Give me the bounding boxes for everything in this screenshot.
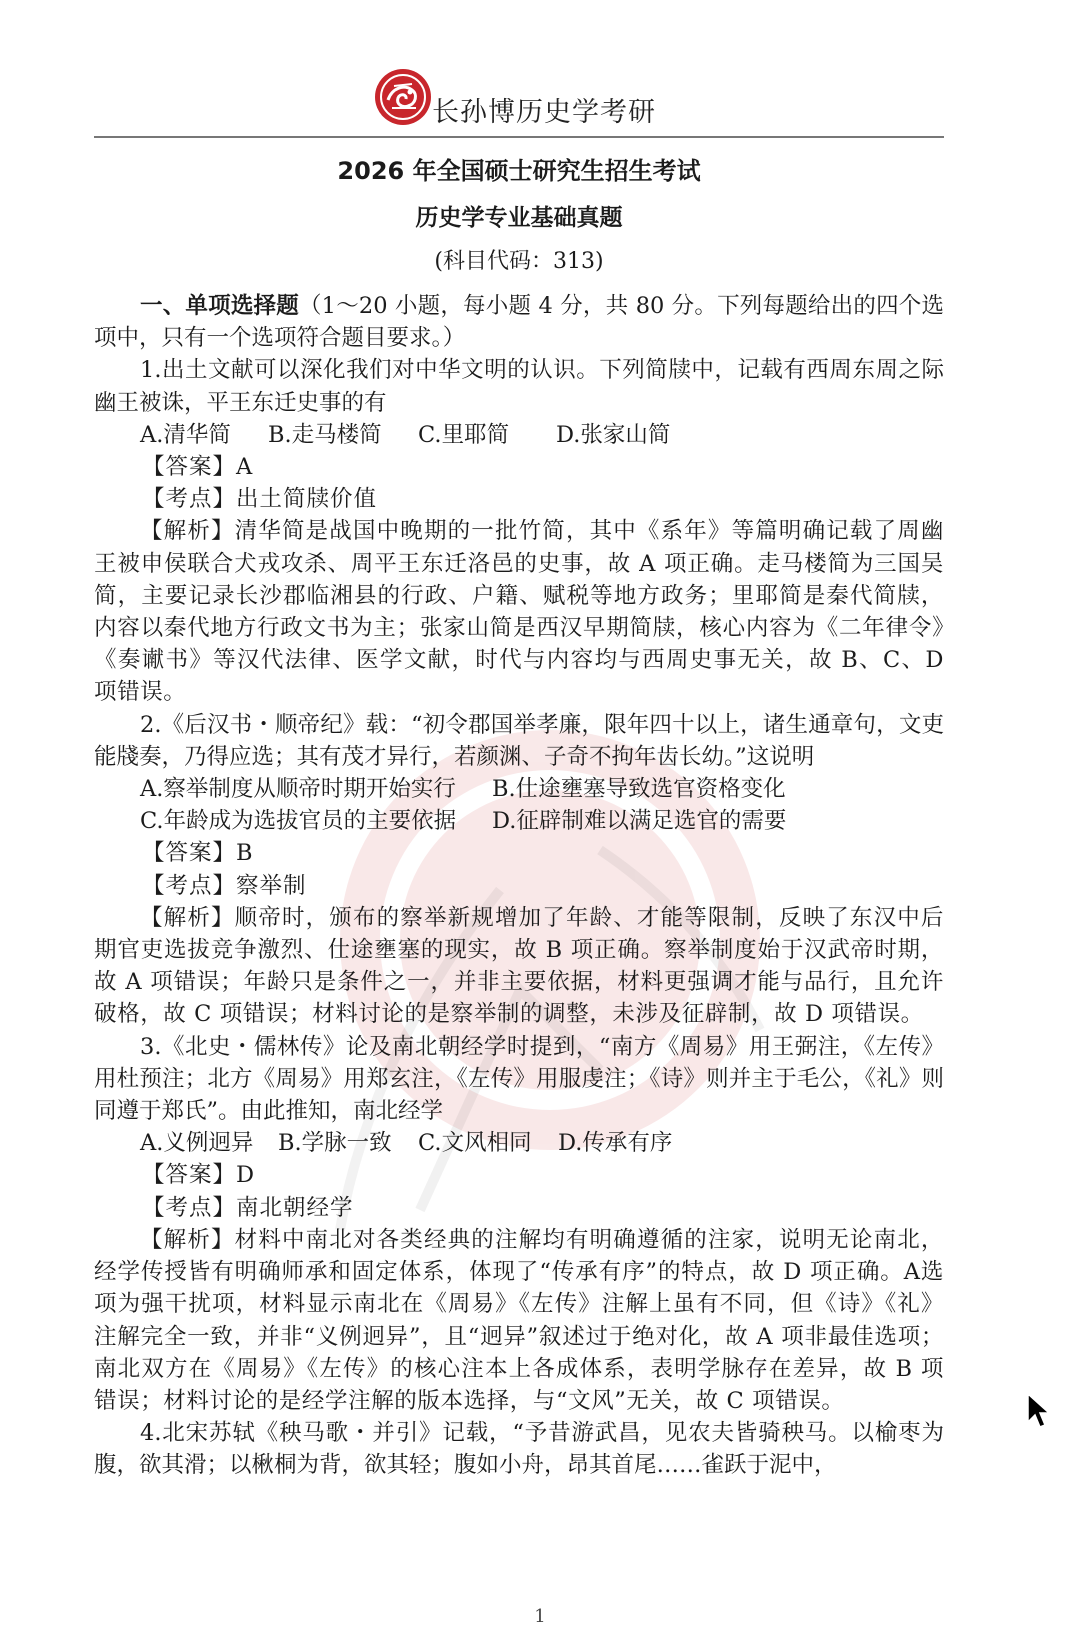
option: D.征辟制难以满足选官的需要 [492,808,787,835]
key-point: 【考点】南北朝经学 [142,1194,354,1221]
subject-code: (科目代码：313) [434,249,604,274]
question-stem: 2.《后汉书・顺帝纪》载：“初令郡国举孝廉，限年四十以上，诸生通章句，文吏能牋奏，乃得应选；其有茂才异行，若颜渊、子奇不拘年齿长幼。”这说明 [94,711,944,770]
option: D.张家山简 [556,421,671,448]
option: C.年龄成为选拔官员的主要依据 [140,808,457,835]
option: B.仕途壅塞导致选官资格变化 [492,776,786,803]
mouse-cursor-icon [1026,1392,1052,1430]
option: C.里耶简 [418,421,510,448]
exam-title: 2026 年全国硕士研究生招生考试 [337,157,701,185]
analysis: 【解析】清华简是战国中晚期的一批竹简，其中《系年》等篇明确记载了周幽王被申侯联合犬戎攻杀、周平王东迁洛邑的史事，故 A 项正确。走马楼简为三国吴简，主要记录长沙郡临湘县的行政、户籍、赋税等地方政务；里耶简是秦代简牍，内容以秦代地方行政文书为主；张家山简是西汉早期简牍，核心内容为《二年律令》《奏谳书》等汉代法律、医学文献，时代与内容均与西周史事无关，故 B、C、D 项错误。 [94,518,944,706]
analysis: 【解析】顺帝时，颁布的察举新规增加了年龄、才能等限制，反映了东汉中后期官吏选拔竞争激烈、仕途壅塞的现实，故 B 项正确。察举制度始于汉武帝时期，故 A 项错误；年龄只是条件之一，并非主要依据，材料更强调才能与品行，且允许破格，故 C 项错误；材料讨论的是察举制的调整，未涉及征辟制，故 D 项错误。 [94,904,944,1028]
section-intro [94,290,944,354]
brand-name: 长孙博历史学考研 [432,97,656,128]
option: D.传承有序 [558,1130,673,1157]
page-number: 1 [534,1606,546,1627]
question-options [94,773,944,805]
section-instruction: （1～20 小题，每小题 4 分，共 80 分。下列每题给出的四个选项中，只有一个选项符合题目要求。） [94,293,944,352]
question-options [94,1127,944,1159]
page-header [94,64,944,140]
option: C.文风相同 [418,1130,532,1157]
option: B.走马楼简 [268,421,382,448]
section-heading: 一、单项选择题 [140,293,299,319]
analysis: 【解析】材料中南北对各类经典的注解均有明确遵循的注家，说明无论南北，经学传授皆有明确师承和固定体系，体现了“传承有序”的特点，故 D 项正确。A选项为强干扰项，材料显示南北在《周易》《左传》注解上虽有不同，但《诗》《礼》注解完全一致，并非“义例迥异”，且“迥异”叙述过于绝对化，故 A 项非最佳选项；南北双方在《周易》《左传》的核心注本上各成体系，表明学脉存在差异，故 B 项错误；材料讨论的是经学注解的版本选择，与“文风”无关，故 C 项错误。 [94,1226,944,1414]
question-stem: 3.《北史・儒林传》论及南北朝经学时提到，“南方《周易》用王弼注，《左传》用杜预注；北方《周易》用郑玄注，《左传》用服虔注；《诗》则并主于毛公，《礼》则同遵于郑氏”。由此推知，南北经学 [94,1033,944,1125]
answer: 【答案】A [142,454,254,481]
key-point: 【考点】出土简牍价值 [142,486,378,513]
option: A.察举制度从顺帝时期开始实行 [140,776,456,803]
key-point: 【考点】察举制 [142,872,307,899]
option: A.义例迥异 [140,1130,254,1157]
option: A.清华简 [140,421,231,448]
brand-logo-icon [372,66,434,128]
question-stem: 1.出土文献可以深化我们对中华文明的认识。下列简牍中，记载有西周东周之际幽王被诛，平王东迁史事的有 [94,357,944,416]
answer: 【答案】B [142,840,254,867]
header-divider [94,136,944,138]
answer: 【答案】D [142,1162,256,1189]
document-body [94,290,944,1482]
question-options [94,419,944,451]
question-options [94,805,944,837]
question-stem: 4.北宋苏轼《秧马歌・并引》记载，“予昔游武昌，见农夫皆骑秧马。以榆枣为腹，欲其滑；以楸桐为背，欲其轻；腹如小舟，昂其首尾……雀跃于泥中， [94,1420,944,1479]
option: B.学脉一致 [278,1130,392,1157]
exam-subtitle: 历史学专业基础真题 [415,205,623,231]
